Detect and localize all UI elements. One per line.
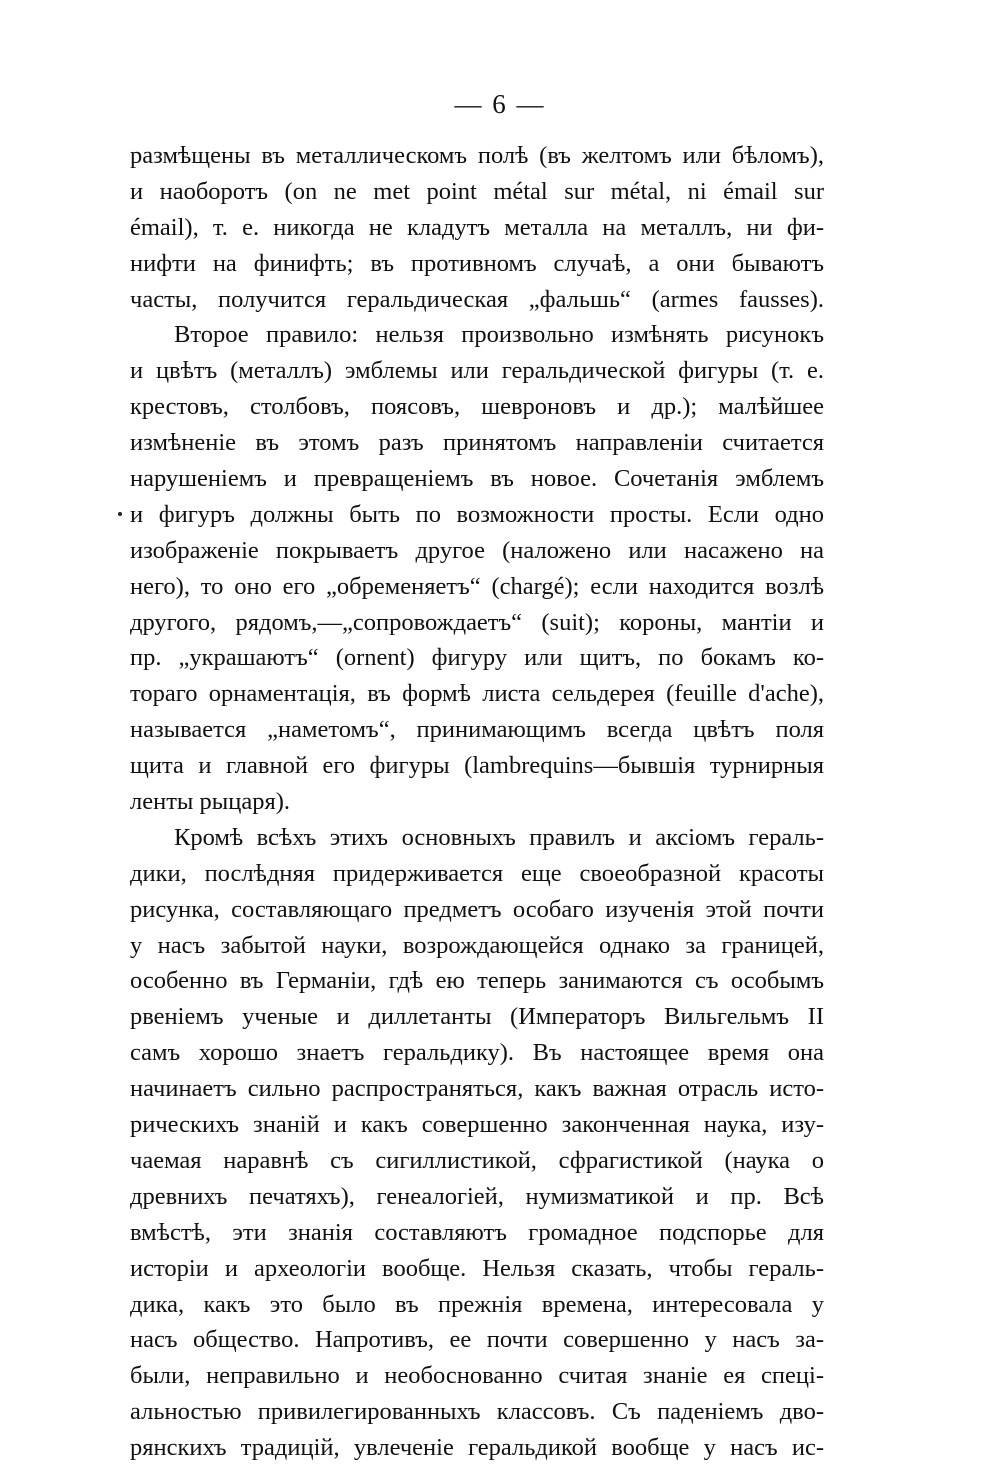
text-line: тораго орнаментація, въ формѣ листа сельдерея (feuille d'ache), xyxy=(130,680,824,708)
text-line: альностью привилегированныхъ классовъ. Съ паденіемъ дво- xyxy=(130,1398,824,1426)
text-line: были, неправильно и необоснованно считая знаніе ея спеці- xyxy=(130,1362,824,1390)
text-line: размѣщены въ металлическомъ полѣ (въ желтомъ или бѣломъ), xyxy=(130,142,824,169)
text-line: него), то оно его „обременяетъ“ (chargé); если находится возлѣ xyxy=(130,572,824,600)
text-line: начинаетъ сильно распространяться, какъ важная отрасль исто- xyxy=(130,1075,824,1103)
text-line: нифти на финифть; въ противномъ случаѣ, а они бываютъ xyxy=(130,249,824,277)
text-line: измѣненіе въ этомъ разъ принятомъ направленіи считается xyxy=(130,429,824,457)
text-line: ленты рыцаря). xyxy=(130,788,291,816)
text-line: рянскихъ традицій, увлеченіе геральдикой вообще у насъ ис- xyxy=(130,1434,824,1462)
text-line: часты, получится геральдическая „фальшь“ (armes fausses). xyxy=(130,285,824,313)
text-line: самъ хорошо знаетъ геральдику). Въ настоящее время она xyxy=(130,1039,824,1067)
text-line: называется „наметомъ“, принимающимъ всегда цвѣтъ поля xyxy=(130,716,824,744)
text-line: Кромѣ всѣхъ этихъ основныхъ правилъ и аксіомъ гераль- xyxy=(174,823,824,851)
text-line: нарушеніемъ и превращеніемъ въ новое. Сочетанія эмблемъ xyxy=(130,465,824,493)
body-text xyxy=(130,138,824,1466)
page-number: — 6 — xyxy=(454,89,546,119)
text-line: исторіи и археологіи вообще. Нельзя сказать, чтобы гераль- xyxy=(130,1254,824,1282)
text-line: особенно въ Германіи, гдѣ ею теперь занимаются съ особымъ xyxy=(130,967,824,995)
text-line: рическихъ знаній и какъ совершенно законченная наука, изу- xyxy=(130,1111,824,1139)
text-line: дики, послѣдняя придерживается еще своеобразной красоты xyxy=(130,859,824,887)
text-line: вмѣстѣ, эти знанія составляютъ громадное подспорье для xyxy=(130,1218,824,1246)
text-line: и наоборотъ (on ne met point métal sur métal, ni émail sur xyxy=(130,177,824,205)
text-line: древнихъ печатяхъ), генеалогіей, нумизматикой и пр. Всѣ xyxy=(130,1182,824,1210)
text-line: у насъ забытой науки, возрождающейся однако за границей, xyxy=(130,931,824,959)
text-line: щита и главной его фигуры (lambrequins—бывшія турнирныя xyxy=(130,752,824,780)
text-line: Второе правило: нельзя произвольно измѣнять рисунокъ xyxy=(174,321,824,349)
print-speck xyxy=(118,512,122,516)
text-line: рисунка, составляющаго предметъ особаго изученія этой почти xyxy=(130,895,824,923)
text-line: пр. „украшаютъ“ (ornent) фигуру или щитъ, по бокамъ ко- xyxy=(130,644,824,672)
text-line: дика, какъ это было въ прежнія времена, интересовала у xyxy=(130,1290,824,1318)
text-line: чаемая наравнѣ съ сигиллистикой, сфрагистикой (наука о xyxy=(130,1146,824,1174)
text-line: изображеніе покрываетъ другое (наложено или насажено на xyxy=(130,536,824,564)
text-line: другого, рядомъ,—„сопровождаетъ“ (suit); короны, мантіи и xyxy=(130,608,824,636)
text-line: и фигуръ должны быть по возможности просты. Если одно xyxy=(130,500,824,528)
text-line: рвеніемъ ученые и диллетанты (Императоръ Вильгельмъ II xyxy=(130,1003,824,1031)
text-line: и цвѣтъ (металлъ) эмблемы или геральдической фигуры (т. е. xyxy=(130,357,824,385)
text-line: насъ общество. Напротивъ, ее почти совершенно у насъ за- xyxy=(130,1326,824,1354)
text-line: émail), т. е. никогда не кладутъ металла на металлъ, ни фи- xyxy=(130,213,824,241)
text-line: крестовъ, столбовъ, поясовъ, шевроновъ и др.); малѣйшее xyxy=(130,393,824,421)
